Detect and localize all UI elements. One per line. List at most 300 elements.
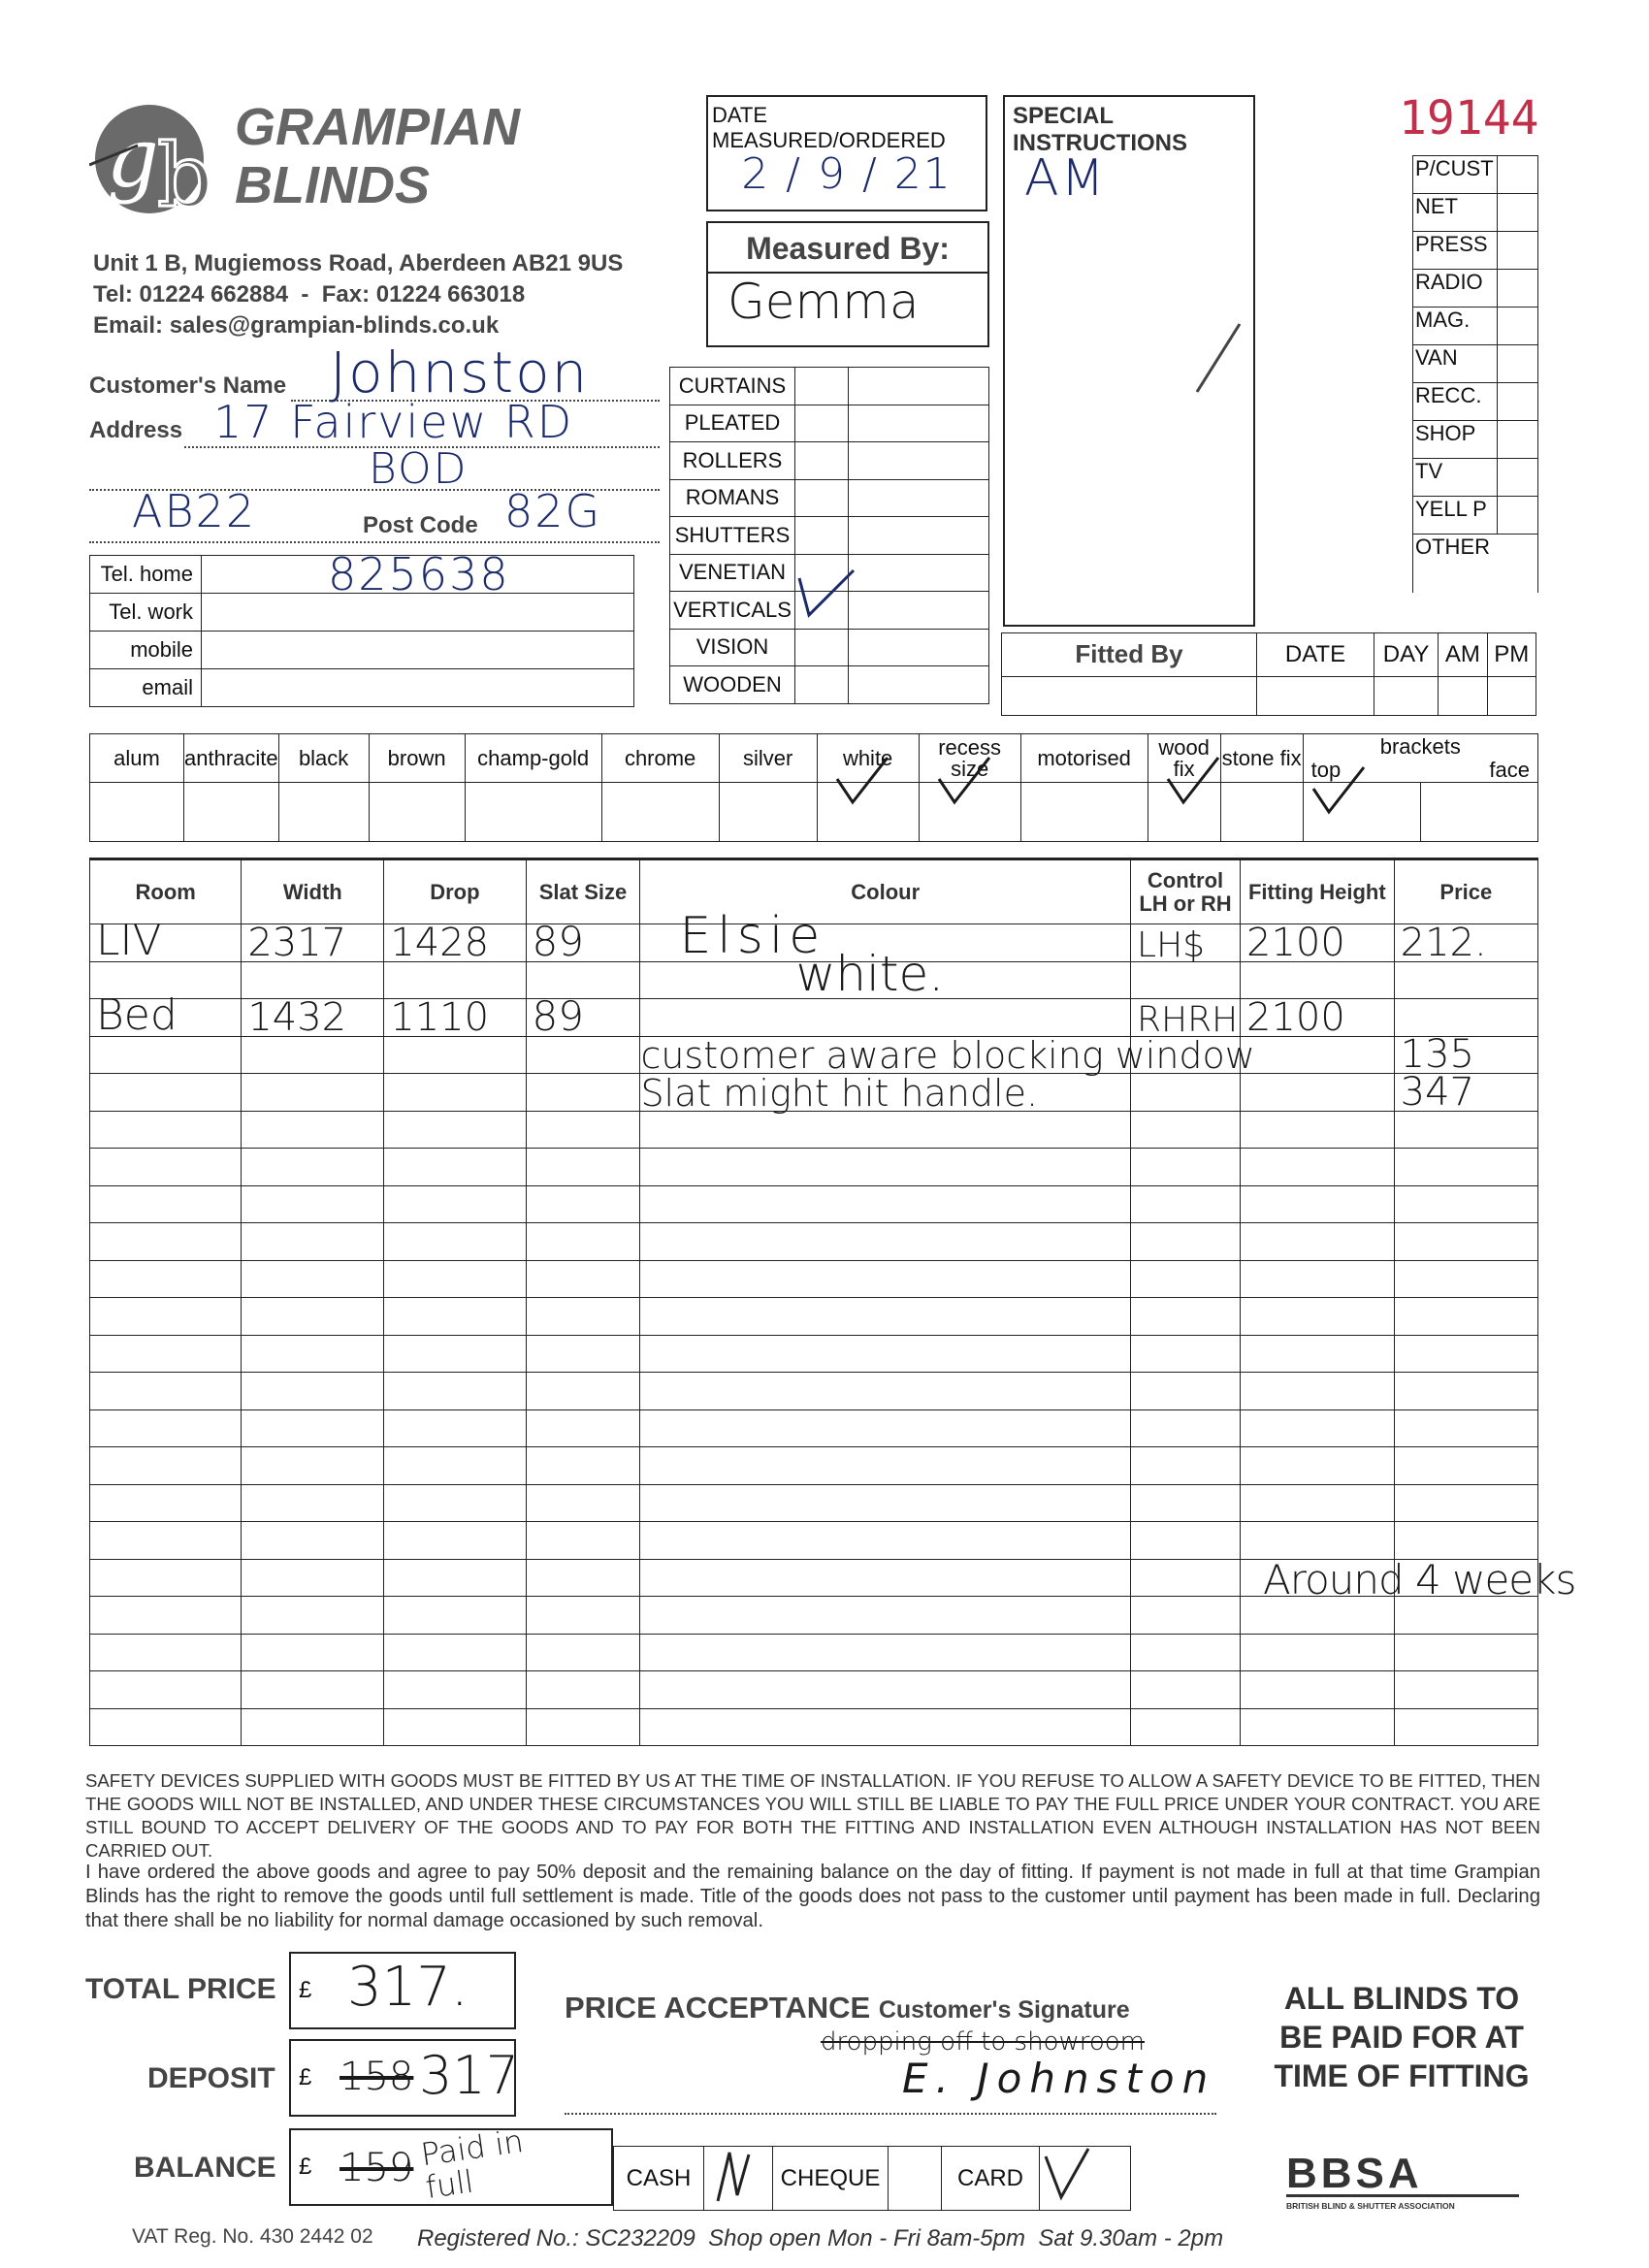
- cell-price: [1394, 1032, 1537, 1077]
- cell-room: [90, 1298, 242, 1336]
- cell-width: [242, 1111, 384, 1149]
- cell-price: [1394, 1260, 1537, 1298]
- cell-slat: [526, 1373, 640, 1410]
- cheque-label: CHEQUE: [773, 2147, 889, 2211]
- cell-control: [1131, 1149, 1241, 1186]
- cell-slat: [526, 1671, 640, 1709]
- measured-by-value: Gemma: [728, 274, 920, 330]
- cell-control: [1131, 1671, 1241, 1709]
- cell-slat: [526, 1597, 640, 1635]
- cell-colour-value: Elsie: [679, 906, 826, 965]
- product-checkbox[interactable]: [795, 442, 849, 480]
- cell-colour: [640, 1559, 1131, 1597]
- cell-colour: [640, 1111, 1131, 1149]
- cell-height: [1241, 994, 1395, 1040]
- cell-width: [242, 1708, 384, 1746]
- cell-height: [1241, 1149, 1395, 1186]
- bracket-top-label: top: [1310, 757, 1342, 782]
- table-row: [90, 1373, 1538, 1410]
- product-checkbox[interactable]: [795, 592, 849, 630]
- option-label: motorised: [1020, 734, 1148, 783]
- source-box: [1498, 459, 1538, 497]
- option-checkbox[interactable]: [919, 783, 1020, 842]
- column-header: Room: [90, 860, 242, 924]
- deposit-currency: £: [299, 2064, 312, 2090]
- source-label: RADIO: [1413, 270, 1498, 308]
- cell-slat: [526, 917, 640, 965]
- cell-slat: [526, 1335, 640, 1373]
- cell-drop: [384, 1223, 526, 1261]
- cell-price: [1394, 1522, 1537, 1560]
- cell-room: [90, 1522, 242, 1560]
- option-label: alum: [90, 734, 184, 783]
- cell-width: [242, 1484, 384, 1522]
- cell-height: [1241, 1634, 1395, 1671]
- phone-value: [202, 632, 634, 669]
- customer-signature: E. Johnston: [902, 2055, 1216, 2102]
- cell-room-value: LIV: [96, 915, 162, 965]
- option-checkbox[interactable]: [90, 783, 184, 842]
- product-notes: [849, 405, 989, 442]
- total-price-box: [289, 1952, 516, 2029]
- source-label: TV: [1413, 459, 1498, 497]
- cell-price-value: 212.: [1400, 920, 1487, 965]
- cell-control: [1131, 1036, 1241, 1074]
- product-notes: [849, 517, 989, 555]
- cell-control: [1131, 1373, 1241, 1410]
- fitted-date-cell: [1257, 676, 1374, 715]
- cell-slat: [526, 991, 640, 1040]
- cell-room: [90, 915, 242, 965]
- cell-height: [1241, 961, 1395, 999]
- cell-control-value: RHRH: [1137, 999, 1239, 1040]
- product-notes: [849, 442, 989, 480]
- table-row: [90, 1708, 1538, 1746]
- table-row: [90, 1447, 1538, 1485]
- column-header: Control LH or RH: [1131, 860, 1241, 924]
- customer-name-label: Customer's Name: [89, 373, 287, 399]
- column-header: Slat Size: [526, 860, 640, 924]
- special-instructions-value: AM: [1024, 149, 1107, 208]
- cell-colour: [640, 1071, 1131, 1115]
- cell-price-value: 135: [1400, 1032, 1474, 1077]
- source-box: [1498, 497, 1538, 535]
- table-row: [90, 1522, 1538, 1560]
- postcode-label: Post Code: [363, 512, 478, 538]
- cell-drop: [384, 1260, 526, 1298]
- option-label: black: [278, 734, 369, 783]
- source-label: NET: [1413, 194, 1498, 232]
- address-label: Address: [89, 417, 183, 443]
- bracket-face-box[interactable]: [1421, 783, 1537, 841]
- cell-colour: [640, 1597, 1131, 1635]
- cell-control: [1131, 961, 1241, 999]
- option-label: silver: [719, 734, 817, 783]
- product-notes: [849, 629, 989, 666]
- source-label: SHOP: [1413, 421, 1498, 459]
- cell-height: [1241, 1036, 1395, 1074]
- table-row: [90, 1185, 1538, 1223]
- cell-slat: [526, 1185, 640, 1223]
- product-notes: [849, 479, 989, 517]
- table-row: [90, 1671, 1538, 1709]
- cell-control: [1131, 1484, 1241, 1522]
- cell-room: [90, 989, 242, 1040]
- cell-price: [1394, 1634, 1537, 1671]
- svg-text:g: g: [107, 111, 159, 206]
- cell-drop: [384, 1484, 526, 1522]
- cell-width: [242, 994, 384, 1040]
- cell-height: [1241, 1111, 1395, 1149]
- option-checkbox[interactable]: [817, 783, 919, 842]
- fitted-am-cell: [1439, 676, 1487, 715]
- cell-height: [1241, 1373, 1395, 1410]
- cell-price: [1394, 1069, 1537, 1115]
- payment-notice: ALL BLINDS TO BE PAID FOR AT TIME OF FITTING: [1274, 1981, 1530, 2093]
- cell-price: [1394, 1111, 1537, 1149]
- cell-height: [1241, 1074, 1395, 1112]
- check-icon: [795, 568, 857, 621]
- cell-control: [1131, 1185, 1241, 1223]
- cell-price: [1394, 1708, 1537, 1746]
- cell-slat-value: 89: [532, 991, 584, 1040]
- cell-control: [1131, 999, 1241, 1040]
- company-phone: Tel: 01224 662884 - Fax: 01224 663018: [93, 281, 526, 308]
- fitted-am-label: AM: [1439, 633, 1487, 677]
- product-label: SHUTTERS: [670, 517, 795, 555]
- product-label: WOODEN: [670, 666, 795, 704]
- date-value: 2 / 9 / 21: [741, 149, 953, 199]
- cell-colour-value: customer aware blocking window: [640, 1034, 1255, 1077]
- table-row: [90, 1335, 1538, 1373]
- product-label: CURTAINS: [670, 368, 795, 405]
- cell-width-value: 1432: [247, 994, 347, 1040]
- table-row: [90, 1149, 1538, 1186]
- source-label: MAG.: [1413, 308, 1498, 345]
- total-price-value: 317.: [347, 1956, 469, 2019]
- cell-control: [1131, 924, 1241, 965]
- cell-room: [90, 1634, 242, 1671]
- bracket-face-label: face: [1489, 757, 1530, 782]
- fitted-day-cell: [1374, 676, 1439, 715]
- option-checkbox[interactable]: [1148, 783, 1220, 842]
- source-label: VAN: [1413, 345, 1498, 383]
- cell-drop: [384, 1074, 526, 1112]
- cell-slat: [526, 1149, 640, 1186]
- check-icon: [933, 754, 995, 806]
- total-currency: £: [299, 1977, 312, 2003]
- cell-room: [90, 1708, 242, 1746]
- cell-width: [242, 1335, 384, 1373]
- cell-room: [90, 1111, 242, 1149]
- column-header: Price: [1394, 860, 1537, 924]
- fitted-by-table: [1001, 632, 1536, 716]
- customer-name: Johnston: [330, 340, 590, 405]
- option-checkbox[interactable]: [1020, 783, 1148, 842]
- source-box: [1498, 194, 1538, 232]
- source-table: [1412, 155, 1538, 593]
- cell-width: [242, 1671, 384, 1709]
- fitted-by-cell: [1002, 676, 1257, 715]
- cell-room: [90, 1074, 242, 1112]
- cell-slat: [526, 1260, 640, 1298]
- cell-room-value: Bed: [96, 989, 178, 1040]
- cell-colour: [640, 1634, 1131, 1671]
- deposit-value: 317: [419, 2045, 520, 2106]
- postcode-line: [89, 539, 660, 543]
- bbsa-logo: [1286, 2150, 1519, 2211]
- table-row: [90, 999, 1538, 1037]
- cell-width: [242, 1373, 384, 1410]
- order-table: [89, 859, 1538, 1746]
- phone-table: [89, 548, 634, 707]
- order-number: 19144: [1399, 91, 1539, 146]
- column-header: Fitting Height: [1241, 860, 1395, 924]
- source-label: PRESS: [1413, 232, 1498, 270]
- option-checkbox[interactable]: [719, 783, 817, 842]
- column-header: Drop: [384, 860, 526, 924]
- option-checkbox[interactable]: [369, 783, 465, 842]
- cheque-box: [889, 2147, 942, 2211]
- cell-slat: [526, 1522, 640, 1560]
- cell-drop: [384, 1559, 526, 1597]
- postcode-prefix: AB22: [132, 485, 257, 537]
- cell-room: [90, 1447, 242, 1485]
- cell-drop: [384, 1111, 526, 1149]
- cell-control: [1131, 1597, 1241, 1635]
- deposit-struck-value: 158: [340, 2055, 414, 2099]
- fitted-pm-label: PM: [1487, 633, 1536, 677]
- product-checkbox[interactable]: [795, 517, 849, 555]
- company-email: Email: sales@grampian-blinds.co.uk: [93, 312, 500, 339]
- cell-colour: [640, 1447, 1131, 1485]
- cell-control: [1131, 1298, 1241, 1336]
- date-label-1: DATE: [712, 103, 768, 127]
- cell-control-value: LH$: [1137, 924, 1206, 965]
- cell-drop: [384, 994, 526, 1040]
- cell-price: [1394, 1373, 1537, 1410]
- cell-slat: [526, 1559, 640, 1597]
- cell-width: [242, 1149, 384, 1186]
- bbsa-sub: BRITISH BLIND & SHUTTER ASSOCIATION: [1286, 2201, 1455, 2211]
- source-label: YELL P: [1413, 497, 1498, 535]
- source-label: RECC.: [1413, 383, 1498, 421]
- option-label: wood fix: [1148, 734, 1220, 783]
- option-label: white: [817, 734, 919, 783]
- cell-height: [1241, 1298, 1395, 1336]
- card-box: [1040, 2147, 1131, 2211]
- option-label: brown: [369, 734, 465, 783]
- source-label: P/CUST: [1413, 156, 1498, 194]
- brackets-checkboxes[interactable]: [1303, 783, 1537, 842]
- gb-logo-icon: [89, 97, 235, 223]
- cell-control: [1131, 1559, 1241, 1597]
- cell-colour: [640, 1260, 1131, 1298]
- measured-by-box: [706, 221, 989, 347]
- cell-price: [1394, 1409, 1537, 1447]
- deposit-label: DEPOSIT: [147, 2062, 275, 2094]
- cell-drop: [384, 1149, 526, 1186]
- cell-height: [1241, 920, 1395, 965]
- cell-drop: [384, 1597, 526, 1635]
- product-label: VERTICALS: [670, 592, 795, 630]
- cell-room: [90, 1671, 242, 1709]
- product-label: VENETIAN: [670, 554, 795, 592]
- cell-room: [90, 1409, 242, 1447]
- cash-box: [704, 2147, 773, 2211]
- balance-label: BALANCE: [134, 2152, 276, 2184]
- cell-colour-value: Slat might hit handle.: [640, 1071, 1039, 1115]
- phone-label: Tel. home: [90, 556, 202, 594]
- company-address: Unit 1 B, Mugiemoss Road, Aberdeen AB21 9US: [93, 250, 624, 276]
- product-notes: [849, 666, 989, 704]
- cell-price: [1394, 1671, 1537, 1709]
- cell-width: [242, 1634, 384, 1671]
- phone-value: [202, 669, 634, 707]
- cell-room: [90, 1559, 242, 1597]
- cell-price: [1394, 1484, 1537, 1522]
- cell-price: [1394, 1223, 1537, 1261]
- cash-scribble-icon: [704, 2147, 762, 2205]
- cell-price: [1394, 1185, 1537, 1223]
- fitted-day-label: DAY: [1374, 633, 1439, 677]
- check-icon: [831, 754, 893, 806]
- source-box: [1498, 308, 1538, 345]
- cell-colour: [640, 1034, 1255, 1077]
- cell-slat: [526, 1298, 640, 1336]
- cell-drop-value: 1110: [390, 994, 490, 1040]
- option-checkbox[interactable]: [601, 783, 719, 842]
- cell-price: [1394, 1447, 1537, 1485]
- slash-mark: [1189, 320, 1247, 398]
- cell-drop: [384, 1671, 526, 1709]
- table-row: [90, 1298, 1538, 1336]
- address-value-2: BOD: [369, 444, 469, 494]
- product-checkbox[interactable]: [795, 479, 849, 517]
- measured-by-label: Measured By:: [708, 223, 987, 274]
- fitted-pm-cell: [1487, 676, 1536, 715]
- date-label-2: MEASURED/ORDERED: [712, 128, 946, 152]
- fitted-date-label: DATE: [1257, 633, 1374, 677]
- cell-control: [1131, 1409, 1241, 1447]
- phone-label: Tel. work: [90, 594, 202, 632]
- table-row: [90, 961, 1538, 999]
- cell-width: [242, 1074, 384, 1112]
- option-checkbox[interactable]: [184, 783, 279, 842]
- balance-struck-value: 159: [340, 2146, 414, 2190]
- cell-price: [1394, 961, 1537, 999]
- cell-drop: [384, 1298, 526, 1336]
- option-label: chrome: [601, 734, 719, 783]
- phone-value: 825638: [202, 556, 634, 594]
- cell-width: [242, 1597, 384, 1635]
- date-box: [706, 95, 987, 211]
- cell-control: [1131, 1074, 1241, 1112]
- cell-slat: [526, 1111, 640, 1149]
- product-checkbox[interactable]: [795, 368, 849, 405]
- cell-width: [242, 1260, 384, 1298]
- cell-drop: [384, 920, 526, 965]
- cell-control: [1131, 1634, 1241, 1671]
- cell-colour: [640, 1522, 1131, 1560]
- cell-control: [1131, 1708, 1241, 1746]
- cell-control: [1131, 1522, 1241, 1560]
- cell-control: [1131, 1447, 1241, 1485]
- cell-height: [1241, 1223, 1395, 1261]
- cell-room: [90, 1335, 242, 1373]
- table-row: [90, 1074, 1538, 1112]
- product-checkbox[interactable]: [795, 629, 849, 666]
- cell-colour: [640, 1708, 1131, 1746]
- price-acceptance-title: PRICE ACCEPTANCE: [565, 1991, 871, 2025]
- option-label: champ-gold: [465, 734, 601, 783]
- source-label: OTHER: [1413, 535, 1538, 593]
- address-value-1: 17 Fairview RD: [213, 396, 574, 448]
- option-checkbox[interactable]: [465, 783, 601, 842]
- cell-height: [1241, 1484, 1395, 1522]
- cell-price: [1394, 1149, 1537, 1186]
- product-label: ROMANS: [670, 479, 795, 517]
- balance-box: [289, 2122, 613, 2206]
- cell-slat: [526, 1074, 640, 1112]
- product-table: [669, 367, 989, 704]
- terms-text: I have ordered the above goods and agree to pay 50% deposit and the remaining balance on the day of fitting. If payment is not made in full at that time Grampian Blinds has the right to remove the goods until full settlement is made. Title of the goods does not pass to the customer until payment has been made in full. Declaring that there shall be no liability for normal damage occasioned by such removal.: [85, 1862, 1540, 1931]
- cell-colour: [640, 1373, 1131, 1410]
- cash-label: CASH: [614, 2147, 704, 2211]
- option-checkbox[interactable]: [278, 783, 369, 842]
- cell-width: [242, 1409, 384, 1447]
- options-table: [89, 733, 1538, 842]
- cell-drop: [384, 961, 526, 999]
- cell-control: [1131, 1111, 1241, 1149]
- option-label: anthracite: [184, 734, 279, 783]
- balance-currency: £: [299, 2154, 312, 2180]
- bracket-top-box[interactable]: [1304, 783, 1421, 841]
- cell-width: [242, 920, 384, 965]
- cell-control: [1131, 1260, 1241, 1298]
- cell-drop: [384, 1522, 526, 1560]
- cell-colour: [640, 1223, 1131, 1261]
- cell-width: [242, 961, 384, 999]
- cell-room: [90, 1373, 242, 1410]
- product-checkbox[interactable]: [795, 405, 849, 442]
- company-name-1: GRAMPIAN: [235, 98, 520, 156]
- cell-price: [1394, 1335, 1537, 1373]
- cell-width: [242, 1447, 384, 1485]
- table-row: [90, 1634, 1538, 1671]
- product-checkbox[interactable]: [795, 666, 849, 704]
- cell-room: [90, 1484, 242, 1522]
- option-label: recess size: [919, 734, 1020, 783]
- cell-width: [242, 1223, 384, 1261]
- cell-slat: [526, 1708, 640, 1746]
- cell-drop: [384, 1447, 526, 1485]
- registered-info: Registered No.: SC232209 Shop open Mon - Fri 8am-5pm Sat 9.30am - 2pm: [417, 2225, 1224, 2252]
- column-header: Width: [242, 860, 384, 924]
- cell-room: [90, 1036, 242, 1074]
- cell-width: [242, 1185, 384, 1223]
- company-logo: [89, 97, 235, 223]
- cell-height: [1241, 1671, 1395, 1709]
- option-checkbox[interactable]: [1220, 783, 1303, 842]
- cell-room: [90, 1149, 242, 1186]
- check-icon: [1308, 763, 1370, 816]
- table-row: [90, 1036, 1538, 1074]
- cell-height: [1241, 1708, 1395, 1746]
- postcode-suffix: 82G: [504, 485, 602, 537]
- cell-colour: [640, 1298, 1131, 1336]
- safety-text: SAFETY DEVICES SUPPLIED WITH GOODS MUST BE FITTED BY US AT THE TIME OF INSTALLATION. IF YOU REFUSE TO ALLOW A SAFETY DEVICE TO BE FITTED, THEN THE GOODS WILL NOT BE INSTALLED, AND UNDER THESE CIRCUMSTANCES YOU WILL STILL BE LIABLE TO PAY THE FULL PRICE UNDER YOUR CONTRACT. YOU ARE STILL BOUND TO ACCEPT DELIVERY OF THE GOODS AND TO PAY FOR BOTH THE FITTING AND INSTALLATION EVEN ALTHOUGH INSTALLATION HAS NOT BEEN CARRIED OUT.: [85, 1770, 1540, 1861]
